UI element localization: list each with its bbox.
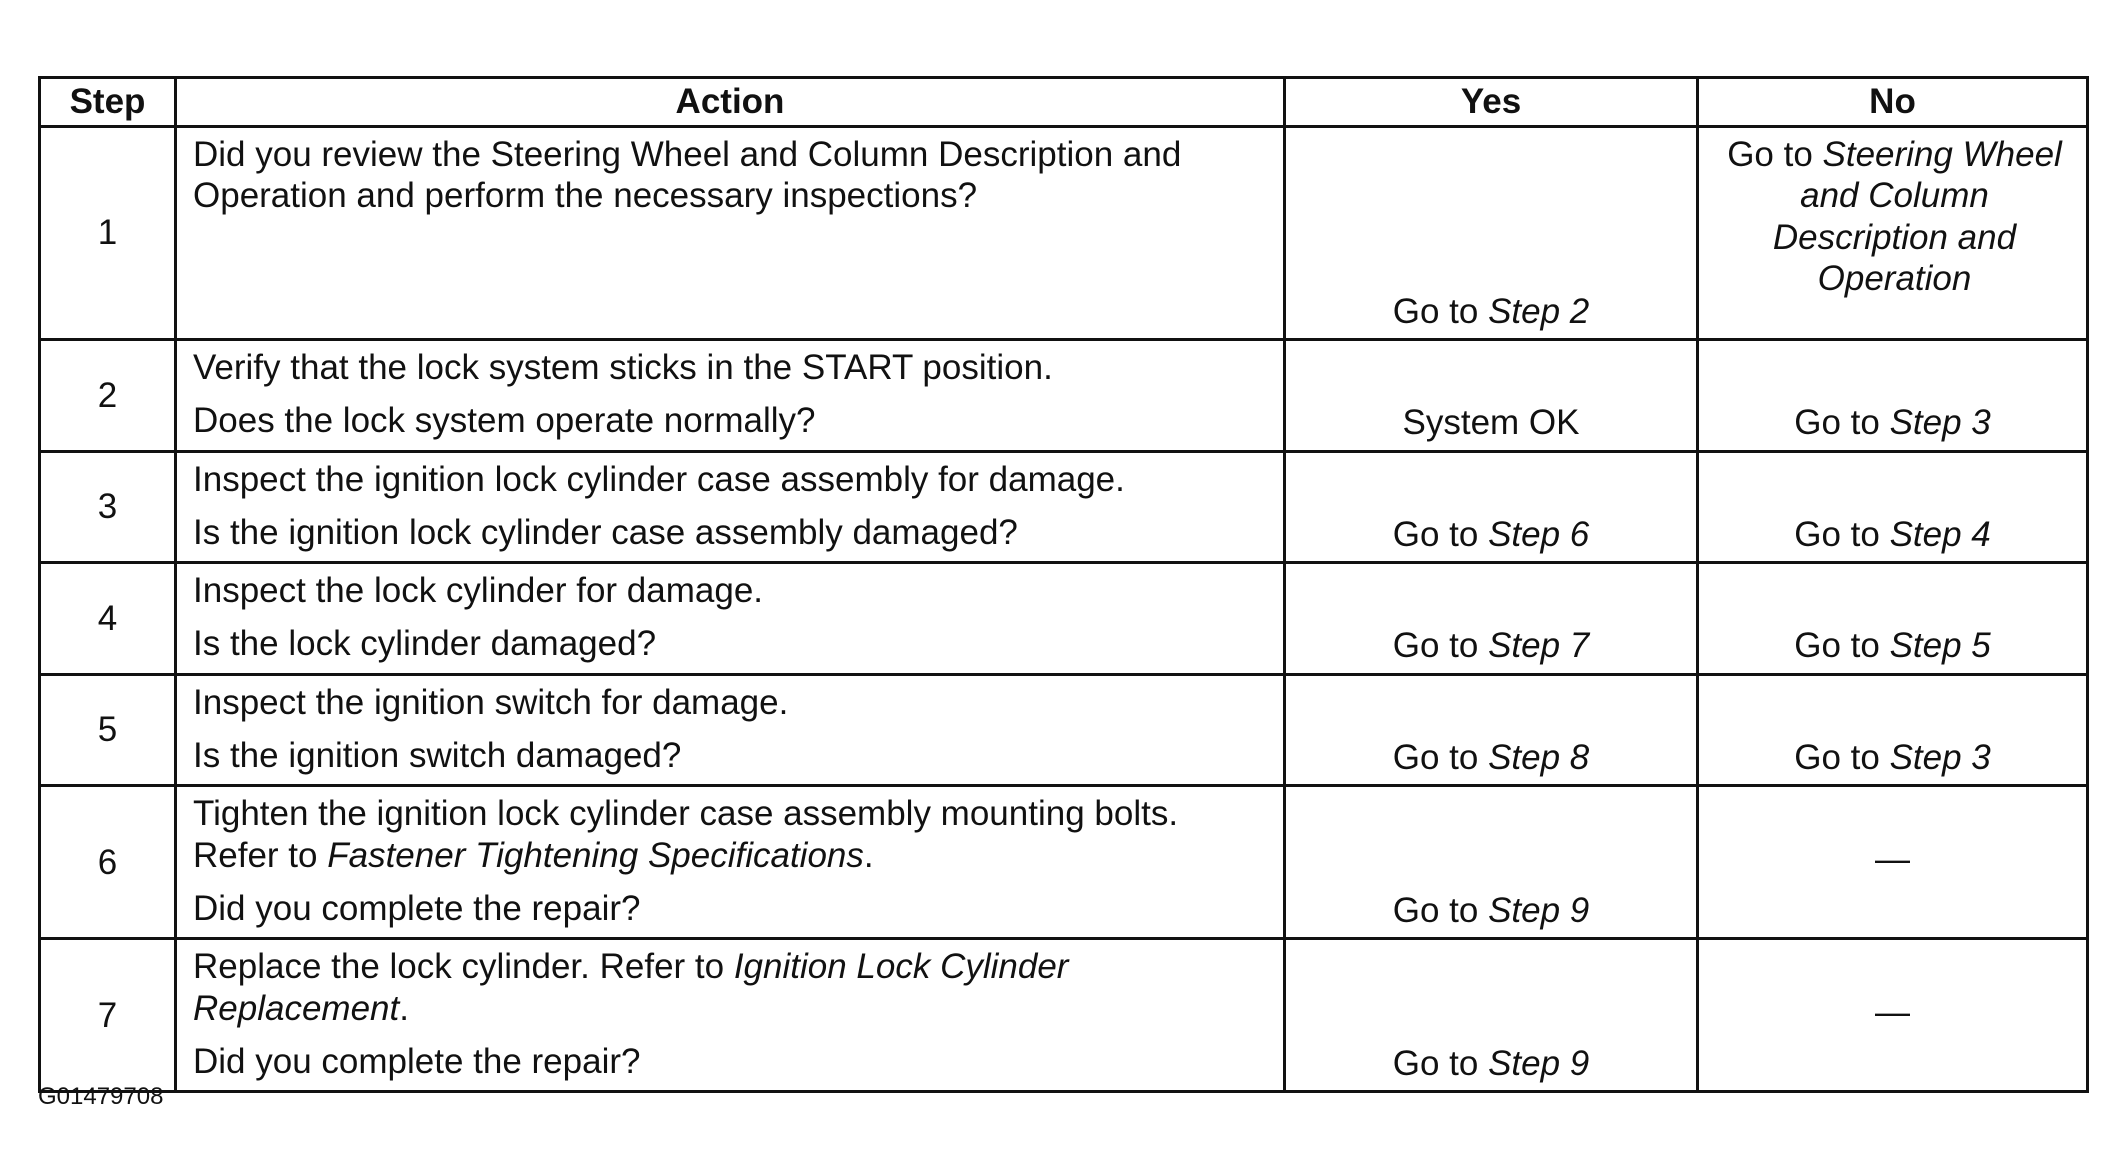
action-tail: .: [399, 988, 409, 1028]
action-question: Does the lock system operate normally?: [193, 401, 816, 441]
yes-step-ref: Step 6: [1488, 514, 1590, 554]
header-action: Action: [176, 78, 1285, 127]
no-prefix: Go to: [1794, 626, 1890, 666]
no-step-ref: Step 4: [1889, 514, 1991, 554]
no-prefix: Go to: [1727, 135, 1823, 174]
yes-result: [1285, 786, 1698, 939]
action-reference: Ignition Lock Cylinder Replacement: [193, 947, 1069, 1028]
action-instruction: Did you review the Steering Wheel and Column Description and Operation and perform the necessary inspections?: [193, 135, 1182, 216]
table-row: [40, 786, 2088, 939]
yes-step-ref: Step 9: [1488, 890, 1590, 930]
yes-result: [1285, 127, 1698, 340]
yes-result: [1285, 340, 1698, 452]
action-instruction: Verify that the lock system sticks in the START position.: [193, 348, 1053, 387]
yes-step-ref: Step 9: [1488, 1043, 1590, 1083]
yes-prefix: Go to: [1392, 1043, 1489, 1083]
action-question: Is the lock cylinder damaged?: [193, 624, 657, 664]
header-no: No: [1698, 78, 2088, 127]
action-text: [176, 563, 1285, 675]
no-dash: —: [1875, 992, 1910, 1032]
no-prefix: Go to: [1794, 514, 1890, 554]
step-number: 5: [40, 674, 176, 786]
action-text: [176, 451, 1285, 563]
no-result: [1698, 786, 2088, 939]
no-result: [1698, 451, 2088, 563]
yes-step-ref: Step 8: [1488, 738, 1590, 778]
yes-prefix: Go to: [1392, 890, 1489, 930]
no-result: [1698, 939, 2088, 1092]
diagnostic-table: [38, 76, 2089, 1093]
no-prefix: Go to: [1794, 738, 1890, 778]
no-step-ref: Step 3: [1889, 403, 1991, 443]
action-question: Did you complete the repair?: [193, 888, 641, 928]
no-result: [1698, 340, 2088, 452]
no-step-ref: Step 3: [1889, 738, 1991, 778]
no-step-ref: Step 5: [1889, 626, 1991, 666]
no-dash: —: [1875, 839, 1910, 879]
yes-step-ref: Step 7: [1488, 626, 1590, 666]
table-row: [40, 451, 2088, 563]
no-result: [1698, 127, 2088, 340]
no-prefix: Go to: [1794, 403, 1890, 443]
table-row: [40, 939, 2088, 1092]
yes-result: [1285, 563, 1698, 675]
action-instruction-text: Tighten the ignition lock cylinder case assembly mounting bolts. Refer to: [193, 794, 1179, 875]
action-instruction-text: Replace the lock cylinder. Refer to: [193, 947, 734, 987]
action-question: Did you complete the repair?: [193, 1041, 641, 1081]
no-step-ref: Steering Wheel and Column Description and Operation: [1772, 135, 2062, 298]
action-instruction: Inspect the ignition lock cylinder case assembly for damage.: [193, 459, 1125, 499]
table-row: [40, 340, 2088, 452]
action-text: [176, 674, 1285, 786]
yes-prefix: Go to: [1392, 626, 1489, 666]
figure-id: G01479708: [38, 1083, 164, 1110]
yes-step-ref: Step 2: [1488, 291, 1590, 331]
action-instruction: Inspect the ignition switch for damage.: [193, 682, 789, 722]
action-text: [176, 939, 1285, 1092]
step-number: 3: [40, 451, 176, 563]
yes-result: [1285, 939, 1698, 1092]
action-instruction: Inspect the lock cylinder for damage.: [193, 571, 764, 611]
action-reference: Fastener Tightening Specifications: [327, 835, 864, 875]
action-question: Is the ignition switch damaged?: [193, 736, 682, 776]
yes-prefix: Go to: [1392, 291, 1489, 331]
step-number: 6: [40, 786, 176, 939]
header-step: Step: [40, 78, 176, 127]
no-result: [1698, 674, 2088, 786]
step-number: 4: [40, 563, 176, 675]
yes-prefix: System OK: [1402, 403, 1580, 443]
yes-prefix: Go to: [1392, 738, 1489, 778]
yes-result: [1285, 674, 1698, 786]
action-instruction: [193, 946, 1271, 1029]
table-header-row: [40, 78, 2088, 127]
action-text: [176, 786, 1285, 939]
no-result: [1698, 563, 2088, 675]
step-number: 2: [40, 340, 176, 452]
action-instruction: [193, 793, 1271, 876]
action-text: [176, 127, 1285, 340]
step-number: 7: [40, 939, 176, 1092]
yes-result: [1285, 451, 1698, 563]
action-question: Is the ignition lock cylinder case assembly damaged?: [193, 512, 1018, 552]
header-yes: Yes: [1285, 78, 1698, 127]
step-number: 1: [40, 127, 176, 340]
yes-prefix: Go to: [1392, 514, 1489, 554]
table-row: [40, 674, 2088, 786]
table-row: [40, 127, 2088, 340]
action-text: [176, 340, 1285, 452]
table-row: [40, 563, 2088, 675]
action-tail: .: [863, 835, 874, 875]
